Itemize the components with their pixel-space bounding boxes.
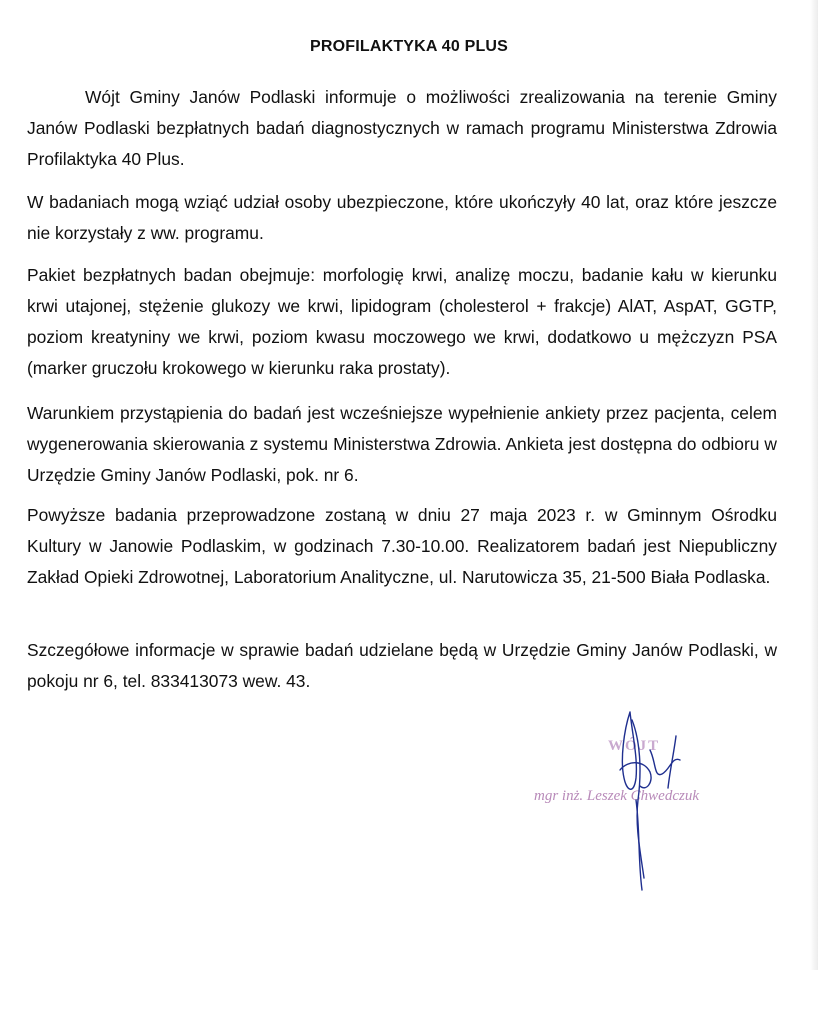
document-title: PROFILAKTYKA 40 PLUS: [309, 38, 509, 55]
paragraph-tests-package: Pakiet bezpłatnych badan obejmuje: morfologię krwi, analizę moczu, badanie kału w kierunku krwi utajonej, stężenie glukozy we krwi, lipidogram (cholesterol + frakcje) AlAT, AspAT, GGTP, poziom kreatyniny we krwi, poziom kwasu moczowego we krwi, dodatkowo u mężczyzn PSA (marker gruczołu krokowego w kierunku raka prostaty).: [27, 265, 777, 378]
paragraph-intro: Wójt Gminy Janów Podlaski informuje o możliwości zrealizowania na terenie Gminy Janów Podlaski bezpłatnych badań diagnostycznych w ramach programu Ministerstwa Zdrowia Profilaktyka 40 Plus.: [27, 87, 777, 169]
paragraph-survey-requirement: Warunkiem przystąpienia do badań jest wcześniejsze wypełnienie ankiety przez pacjenta, celem wygenerowania skierowania z systemu Ministerstwa Zdrowia. Ankieta jest dostępna do odbioru w Urzędzie Gminy Janów Podlaski, pok. nr 6.: [27, 403, 777, 485]
paragraph-eligibility: W badaniach mogą wziąć udział osoby ubezpieczone, które ukończyły 40 lat, oraz które jeszcze nie korzystały z ww. programu.: [27, 192, 777, 243]
handwritten-signature: [600, 700, 710, 900]
scan-edge-shadow: [810, 0, 818, 970]
stamp-title: WÓJT: [608, 738, 661, 754]
paragraph-contact-info: Szczegółowe informacje w sprawie badań udzielane będą w Urzędzie Gminy Janów Podlaski, w pokoju nr 6, tel. 833413073 wew. 43.: [27, 640, 777, 691]
paragraph-date-location: Powyższe badania przeprowadzone zostaną w dniu 27 maja 2023 r. w Gminnym Ośrodku Kultury w Janowie Podlaskim, w godzinach 7.30-10.00. Realizatorem badań jest Niepubliczny Zakład Opieki Zdrowotnej, Laboratorium Analityczne, ul. Narutowicza 35, 21-500 Biała Podlaska.: [27, 505, 777, 587]
stamp-name: mgr inż. Leszek Chwedczuk: [534, 788, 699, 804]
